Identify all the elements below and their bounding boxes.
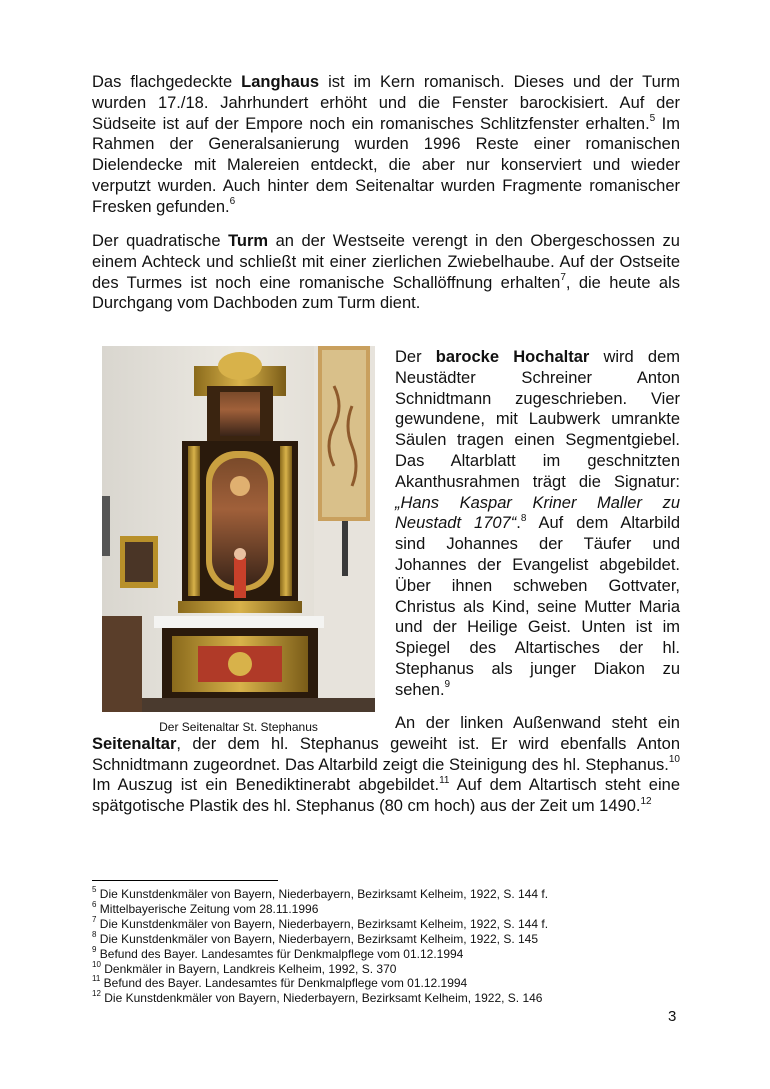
paragraph-langhaus xyxy=(92,72,680,218)
italic-quote: „Hans Kaspar Kriner Maller zu Neustadt 1707“ xyxy=(395,493,680,533)
footnote xyxy=(92,929,692,947)
text-run: Der quadratische xyxy=(92,232,229,250)
footnote-ref: 9 xyxy=(444,679,451,691)
bold-term: Langhaus xyxy=(241,73,320,91)
bold-term: barocke Hochaltar xyxy=(435,348,590,366)
paragraph-seitenaltar xyxy=(92,713,680,817)
footnote-number: 7 xyxy=(92,914,97,924)
text-run: , der dem hl. Stephanus geweiht ist. Er wird ebenfalls Anton Schnidtmann zugeordnet. Das Altarbild zeigt die Steinigung des hl. Stephanus. xyxy=(92,734,680,774)
footnote xyxy=(92,976,692,991)
figure-caption: Der Seitenaltar St. Stephanus xyxy=(159,720,318,734)
footnote-ref: 11 xyxy=(439,774,450,786)
text-run: wird dem Neustädter Schreiner Anton Schnidtmann zugeschrieben. Vier gewundene, mit Laubwerk umrankte Säulen tragen einen Segmentgiebel. Das Altarblatt im geschnitzten Akanthusrahmen trägt die Signatur: xyxy=(395,348,680,491)
footnote-ref: 10 xyxy=(668,754,680,766)
page-number: 3 xyxy=(668,1008,677,1025)
footnote xyxy=(92,899,692,917)
text-run: Das flachgedeckte xyxy=(92,73,242,91)
footnote-ref: 5 xyxy=(649,113,656,125)
footnote xyxy=(92,944,692,962)
footnote-number: 5 xyxy=(92,885,97,894)
footnote-text: Befund des Bayer. Landesamtes für Denkmalpflege vom 01.12.1994 xyxy=(103,976,468,991)
footnote-separator xyxy=(92,880,278,881)
footnote-number: 11 xyxy=(92,974,101,984)
footnote-text: Befund des Bayer. Landesamtes für Denkmalpflege vom 01.12.1994 xyxy=(99,946,464,961)
text-run: Im Rahmen der Generalsanierung wurden 1996 Reste einer romanischen Dielendecke mit Malereien entdeckt, die aber nur konserviert und wieder verputzt wurden. Auch hinter dem Seitenaltar wurden Fragmente romanischer Fresken gefunden. xyxy=(92,114,680,216)
bold-term: Turm xyxy=(228,232,269,250)
footnotes xyxy=(92,887,692,1006)
footnote xyxy=(92,991,692,1006)
text-run: Auf dem Altarbild sind Johannes der Täufer und Johannes der Evangelist abgebildet. Über ihnen schweben Gottvater, Christus als Kind, seine Mutter Maria und der Heilige Geist. Unten ist im Spiegel des Altartisches der hl. Stephanus als junger Diakon zu sehen. xyxy=(395,514,680,699)
altar-photo xyxy=(102,346,375,712)
footnote-ref: 12 xyxy=(640,795,652,807)
text-run: Der xyxy=(395,348,436,366)
footnote-ref: 8 xyxy=(520,512,527,524)
text-run: , die heute als Durchgang vom Dachboden zum Turm dient. xyxy=(92,273,680,313)
paragraph-hochaltar xyxy=(395,347,680,701)
footnote xyxy=(92,914,692,932)
footnote-number: 8 xyxy=(92,929,97,939)
footnote-text: Die Kunstdenkmäler von Bayern, Niederbayern, Bezirksamt Kelheim, 1922, S. 146 xyxy=(104,991,543,1006)
bold-term: Seitenaltar xyxy=(92,734,177,753)
footnote xyxy=(92,959,692,977)
text-run: . xyxy=(516,514,521,533)
footnote-text: Die Kunstdenkmäler von Bayern, Niederbayern, Bezirksamt Kelheim, 1922, S. 144 f. xyxy=(99,916,549,931)
footnote-text: Denkmäler in Bayern, Landkreis Kelheim, 1992, S. 370 xyxy=(104,961,397,976)
footnote-number: 10 xyxy=(92,959,101,969)
footnote-text: Mittelbayerische Zeitung vom 28.11.1996 xyxy=(99,901,319,916)
text-run: Auf dem Altartisch steht eine spätgotische Plastik des hl. Stephanus (80 cm hoch) aus der Zeit um 1490. xyxy=(92,776,680,816)
text-run: Im Auszug ist ein Benediktinerabt abgebildet. xyxy=(92,776,440,795)
footnote-text: Die Kunstdenkmäler von Bayern, Niederbayern, Bezirksamt Kelheim, 1922, S. 145 xyxy=(99,931,539,946)
text-run: An der linken Außenwand steht ein xyxy=(395,714,680,732)
footnote-ref: 7 xyxy=(560,272,566,284)
footnote-text: Die Kunstdenkmäler von Bayern, Niederbayern, Bezirksamt Kelheim, 1922, S. 144 f. xyxy=(99,887,549,901)
paragraph-turm xyxy=(92,231,680,314)
footnote xyxy=(92,887,692,902)
footnote-ref: 6 xyxy=(229,196,236,208)
footnote-number: 6 xyxy=(92,899,97,909)
footnote-number: 9 xyxy=(92,944,97,954)
text-run: ist im Kern romanisch. Dieses und der Turm wurden 17./18. Jahrhundert erhöht und die Fenster barockisiert. Auf der Südseite ist auf der Empore noch ein romanisches Schlitzfenster erhalten. xyxy=(92,73,680,133)
text-run: an der Westseite verengt in den Obergeschossen zu einem Achteck und schließt mit einer zierlichen Zwiebelhaube. Auf der Ostseite des Turmes ist noch eine romanische Schallöffnung erhalten xyxy=(92,232,680,292)
footnote-number: 12 xyxy=(92,989,101,999)
